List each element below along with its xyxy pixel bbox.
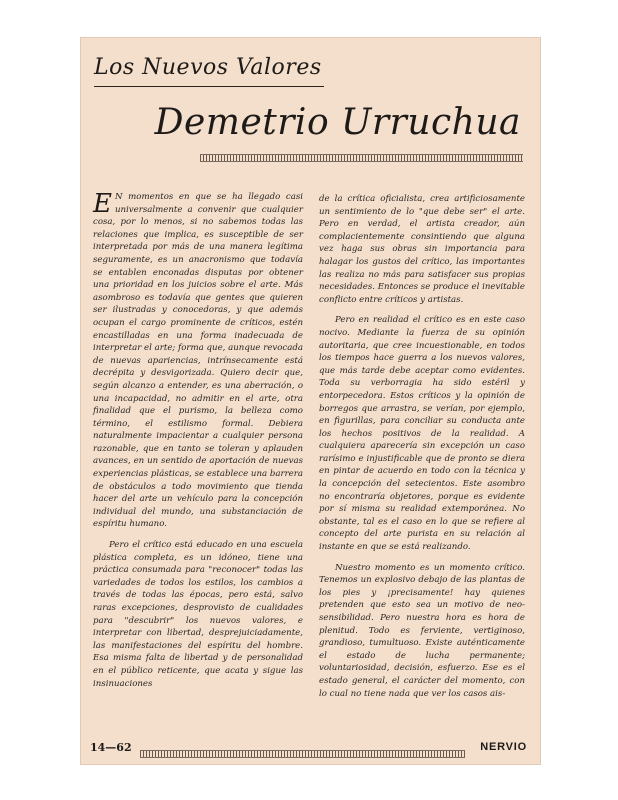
section-title: Los Nuevos Valores [94, 55, 322, 80]
article-column-left [93, 191, 303, 698]
author-name: Demetrio Urruchua [154, 102, 521, 143]
paragraph-4: Pero en realidad el crítico es en este caso nocivo. Mediante la fuerza de su opinión autoritaria, que cree incuestionable, en todos los tiempos hace guerra a los nuevos valores, que más tarde debe aceptar como evidentes. Toda su verborragia ha sido estéril y entorpecedora. Estos críticos y la opinión de borregos que arrastra, se verían, por ejemplo, en figurillas, para conciliar su conducta ante los hechos positivos de la realidad. A cualquiera aparecería sin excepción un caso rarísimo e injustificable que de pronto se diera en pintar de acuerdo en todo con la técnica y la concepción del setecientos. Este asombro no encontraría objetores, porque es evidente por sí misma su realidad extemporánea. No obstante, tal es el caso en lo que se refiere al concepto del arte purista en su relación al instante en que se está realizando. [319, 315, 525, 553]
paragraph-1-text: N momentos en que se ha llegado casi universalmente a convenir que cualquier cosa, por lo menos, si no sabemos todas las relaciones que implica, es susceptible de ser interpretada por más de una manera legítima seguramente, es un anacronismo que todavía se entablen enconadas disputas por obtener una prioridad en los juicios sobre el arte. Más asombroso es todavía que gentes que quieren ser ilustradas y conocedoras, y que además ocupan el cargo prominente de críticos, estén encastilladas en una forma inadecuada de interpretar el arte; forma que, aunque revocada de nuevas apariencias, intrínsecamente está decrépita y desvigorizada. Quiero decir que, según alcanzo a entender, es una aberración, o una incapacidad, no admitir en el arte, otra finalidad que el purismo, la belleza como término, el estilismo formal. Debiera naturalmente impacientar a cualquier persona razonable, que en tanto se toleran y aplauden avances, en un sentido de aportación de nuevas experiencias plásticas, se establece una barrera de obstáculos a todo movimiento que tienda hacer del arte un vehículo para la concepción individual del mundo, una substanciación de espíritu humano. [93, 192, 303, 530]
section-title-underline [94, 86, 324, 87]
paragraph-5: Nuestro momento es un momento crítico. Tenemos un explosivo debajo de las plantas de los pies y ¡precisamente! hay quienes pretenden que esto sea un motivo de neo-sensibilidad. Pero nuestra hora es hora de plenitud. Todo es ferviente, vertiginoso, grandioso, tumultuoso. Existe auténticamente el estado de lucha permanente; voluntariosidad, decisión, esfuerzo. Ese es el estado general, el carácter del momento, con lo cual no tiene nada que ver los casos ais- [319, 562, 525, 699]
decorative-rule-bottom [140, 750, 465, 758]
decorative-rule-top [200, 154, 523, 162]
article-column-right [319, 193, 525, 708]
paragraph-2: Pero el crítico está educado en una escuela plástica completa, es un idóneo, tiene una práctica consumada para "reconocer" todas las variedades de todos los estilos, los cambios a través de todas las épocas, pero está, salvo raras excepciones, desprovisto de cualidades para "descubrir" los nuevos valores, e interpretar con libertad, desprejuiciadamente, las manifestaciones del espíritu del hombre. Esa misma falta de libertad y de personalidad en el público reticente, que acata y sigue las insinuaciones [93, 540, 303, 689]
paragraph-1 [93, 191, 303, 531]
paragraph-3: de la crítica oficialista, crea artificiosamente un sentimiento de lo "que debe ser" el arte. Pero en verdad, el artista creador, aún complacientemente consintiendo que alguna vez haga sus obras sin importancia para halagar los gustos del crítico, las importantes las realiza no más para satisfacer sus propias necesidades. Entonces se produce el inevitable conflicto entre críticos y artistas. [319, 194, 525, 305]
magazine-name: NERVIO [480, 741, 527, 753]
drop-cap: E [93, 189, 112, 219]
page-number: 14—62 [90, 741, 132, 754]
magazine-page [80, 37, 541, 765]
